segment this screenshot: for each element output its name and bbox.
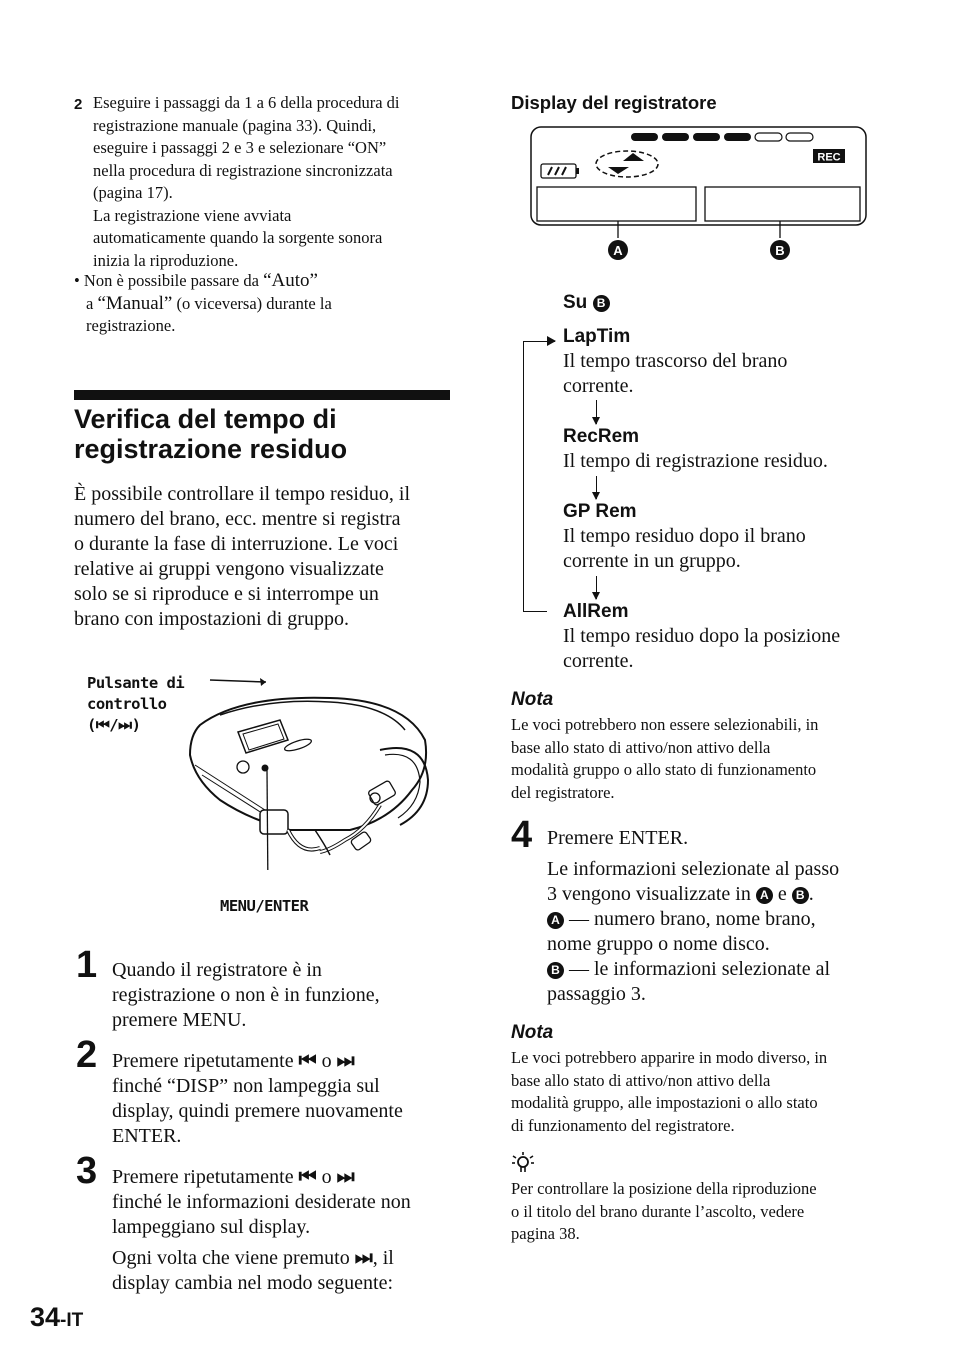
bullet-note: • Non è possibile passare da “Auto” a “Manual” (o viceversa) durante la registrazione. xyxy=(74,270,332,335)
step-line: La registrazione viene avviata xyxy=(93,205,292,225)
su-label: Su B xyxy=(563,292,610,314)
next-track-icon: ⏭ xyxy=(336,1166,355,1188)
step-4-text: Premere ENTER. Le informazioni selezionate al passo 3 vengono visualizzate in A e B . A — numero brano, nome brano, nome gruppo o nome disco. B — le informazioni selezionate al passaggio 3. xyxy=(547,827,840,1005)
step-4-number: 4 xyxy=(511,814,533,856)
step-line: Eseguire i passaggi da 1 a 6 della procedura di xyxy=(93,93,400,112)
control-button-label: Pulsante di controllo (⏮/⏭) xyxy=(87,674,185,734)
prev-track-icon: ⏮ xyxy=(298,1050,317,1072)
menu-enter-label: MENU/ENTER xyxy=(220,897,309,915)
svg-text:A: A xyxy=(613,243,623,258)
step-number: 2 xyxy=(74,96,83,113)
step-1-number: 1 xyxy=(76,944,98,986)
step-line: (pagina 17). xyxy=(93,183,173,202)
display-heading: Display del registratore xyxy=(511,92,717,113)
next-track-icon: ⏭ xyxy=(354,1247,373,1269)
step-line: nella procedura di registrazione sincronizzata xyxy=(93,160,393,180)
page-number: 34-IT xyxy=(30,1302,84,1332)
step-line: eseguire i passaggi 2 e 3 e selezionare “ON” xyxy=(93,138,387,157)
step-line: automaticamente quando la sorgente sonora xyxy=(93,228,383,247)
next-track-icon: ⏭ xyxy=(336,1050,355,1072)
tip-text: Per controllare la posizione della riproduzione o il titolo del brano durante l’ascolto, vedere pagina 38. xyxy=(511,1179,817,1243)
note-2: Nota Le voci potrebbero apparire in modo diverso, in base allo stato di attivo/non attivo della modalità gruppo, alle impostazioni o allo stato di funzionamento del registratore. xyxy=(511,1022,828,1135)
note-1: Nota Le voci potrebbero non essere selezionabili, in base allo stato di attivo/non attivo della modalità gruppo o allo stato di funzionamento del registratore. xyxy=(511,689,819,802)
step-1-text: Quando il registratore è in registrazione o non è in funzione, premere MENU. xyxy=(112,959,380,1031)
step-2-text: Premere ripetutamente ⏮ o ⏭ finché “DISP” non lampeggia sul display, quindi premere nuovamente ENTER. xyxy=(112,1050,403,1147)
svg-text:B: B xyxy=(775,243,785,258)
section-rule xyxy=(74,390,450,400)
cycle-loop-arrowhead xyxy=(547,336,556,346)
recorder-illustration xyxy=(180,670,440,870)
cycle-item-recrem: RecRem Il tempo di registrazione residuo. xyxy=(563,426,828,472)
cycle-loop-bottom xyxy=(523,611,547,612)
tip-lightbulb-icon xyxy=(510,1150,536,1176)
step-2-number: 2 xyxy=(76,1034,98,1076)
step-line: inizia la riproduzione. xyxy=(93,250,239,270)
cycle-item-laptim: LapTim Il tempo trascorso del brano corrente. xyxy=(563,326,788,397)
svg-text:REC: REC xyxy=(817,151,841,164)
step-line: registrazione manuale (pagina 33). Quindi, xyxy=(93,115,377,135)
step-3-text: Premere ripetutamente ⏮ o ⏭ finché le informazioni desiderate non lampeggiano sul display. Ogni volta che viene premuto ⏭, il display cambia nel modo seguente: xyxy=(112,1166,411,1294)
section-title: Verifica del tempo di registrazione residuo xyxy=(74,404,348,464)
cycle-loop-line xyxy=(523,342,524,612)
down-arrow-icon xyxy=(596,400,597,424)
cycle-item-allrem: AllRem Il tempo residuo dopo la posizione corrente. xyxy=(563,601,841,672)
step-3-number: 3 xyxy=(76,1150,98,1192)
section-intro: È possibile controllare il tempo residuo, il numero del brano, ecc. mentre si registra o durante la fase di interruzione. Le voci relative ai gruppi vengono visualizzate solo se si riproduce e si interrompe un brano con impostazioni di gruppo. xyxy=(74,483,411,630)
cycle-item-gprem: GP Rem Il tempo residuo dopo il brano corrente in un gruppo. xyxy=(563,501,806,572)
down-arrow-icon xyxy=(596,476,597,499)
prev-track-icon: ⏮ xyxy=(298,1166,317,1188)
down-arrow-icon xyxy=(596,576,597,599)
recorder-display-diagram xyxy=(528,124,873,264)
